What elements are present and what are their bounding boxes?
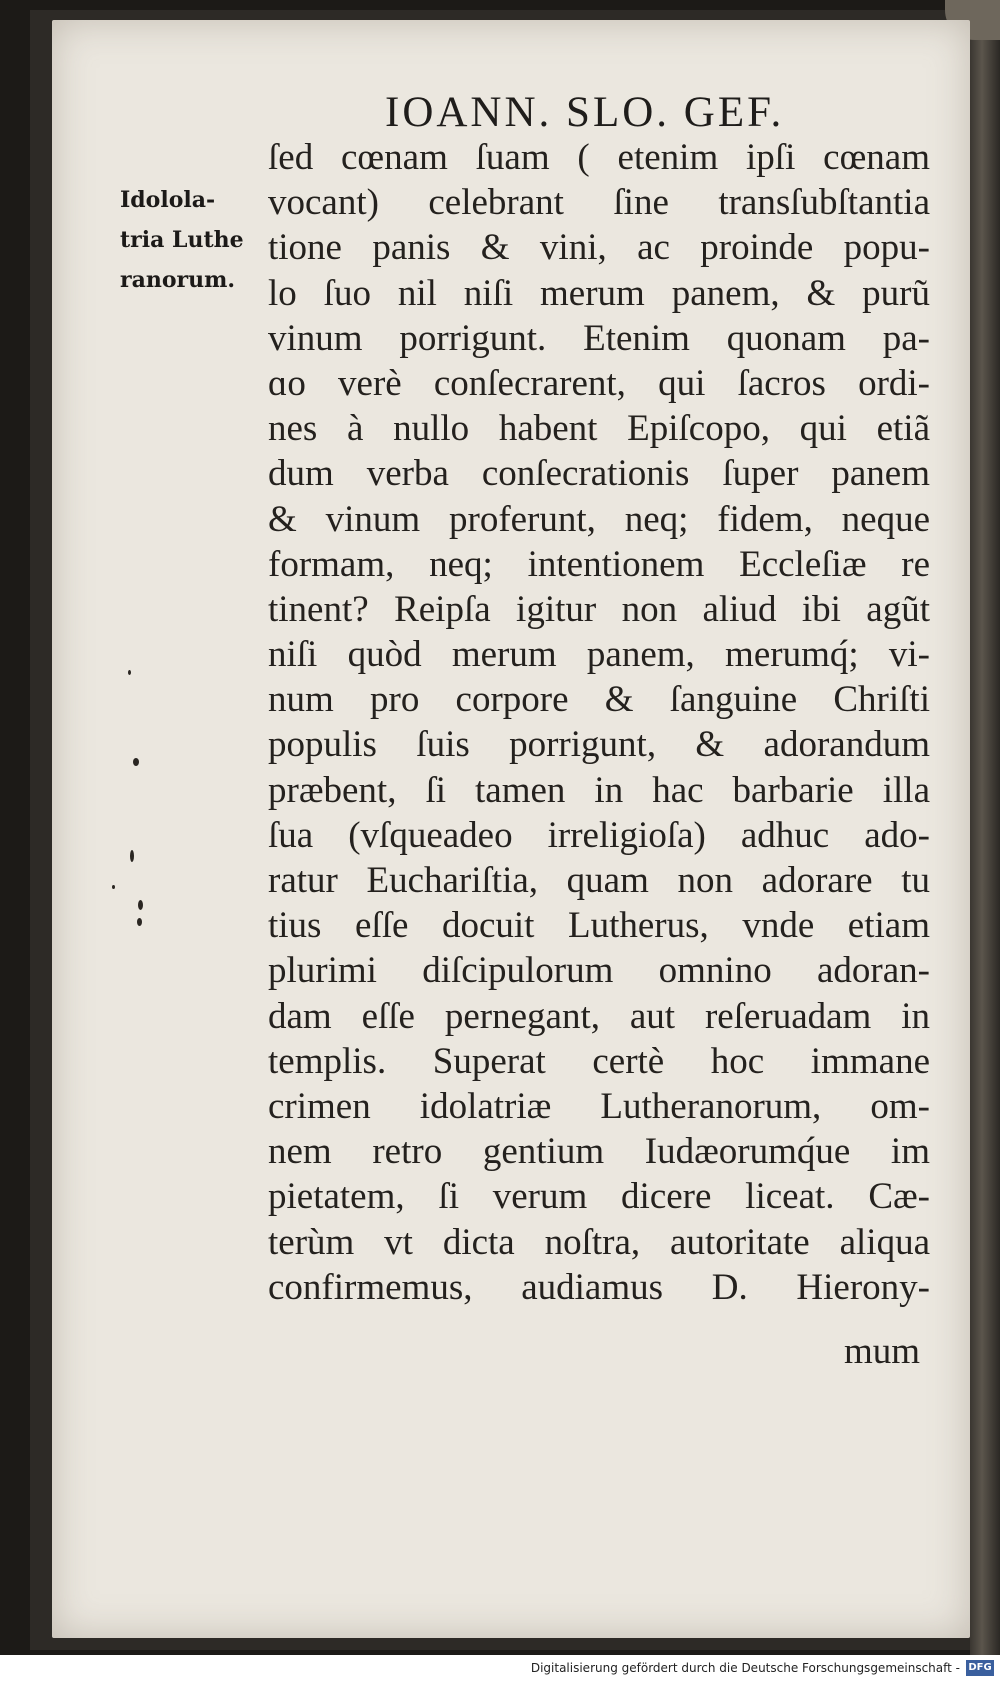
ink-speck bbox=[133, 758, 139, 766]
text-line: lo ſuo nil niſi merum panem, & purũ bbox=[268, 272, 930, 314]
text-line: formam, neq; intentionem Eccleſiæ re bbox=[268, 543, 930, 585]
body-text bbox=[268, 135, 930, 1310]
marginal-note-line: tria Luthe bbox=[120, 227, 244, 253]
text-line: pietatem, ſi verum dicere liceat. Cæ- bbox=[268, 1176, 930, 1218]
ink-speck bbox=[128, 670, 131, 675]
text-line: nes à nullo habent Epiſcopo, qui etiã bbox=[268, 408, 930, 450]
marginal-note-line: Idolola- bbox=[120, 187, 216, 213]
text-line: præbent, ſi tamen in hac barbarie illa bbox=[268, 769, 930, 811]
text-line: ratur Euchariſtia, quam non adorare tu bbox=[268, 860, 930, 901]
text-line: populis ſuis porrigunt, & adorandum bbox=[268, 724, 930, 766]
text-line: ſed cœnam ſuam ( etenim ipſi cœnam bbox=[268, 137, 930, 178]
marginal-note bbox=[120, 180, 280, 300]
marginal-note-line: ranorum. bbox=[120, 267, 236, 293]
text-line: tinent? Reipſa igitur non aliud ibi agũt bbox=[268, 588, 930, 630]
footer-credit: Digitalisierung gefördert durch die Deutsche Forschungsgemeinschaft - bbox=[530, 1661, 960, 1675]
text-line: num pro corpore & ſanguine Chriſti bbox=[268, 679, 930, 721]
book-edge bbox=[970, 0, 1000, 1655]
ink-speck bbox=[112, 885, 115, 889]
text-line: vocant) celebrant ſine transſubſtantia bbox=[268, 182, 930, 224]
footer-bar bbox=[0, 1655, 1000, 1683]
running-head: IOANN. SLO. GEF. bbox=[385, 89, 785, 136]
text-line: dum verba conſecrationis ſuper panem bbox=[268, 453, 930, 495]
text-line: & vinum proferunt, neq; fidem, neque bbox=[268, 498, 930, 540]
text-line: vinum porrigunt. Etenim quonam pa- bbox=[268, 317, 930, 359]
ink-speck bbox=[130, 850, 134, 862]
ink-speck bbox=[138, 900, 143, 910]
text-line: tius eſſe docuit Lutherus, vnde etiam bbox=[268, 905, 930, 947]
text-line: crimen idolatriæ Lutheranorum, om- bbox=[268, 1085, 930, 1127]
text-line: confirmemus, audiamus D. Hierony- bbox=[268, 1266, 930, 1308]
text-line: ɑo verè conſecrarent, qui ſacros ordi- bbox=[268, 362, 930, 404]
text-line: niſi quòd merum panem, merumq́; vi- bbox=[268, 634, 930, 676]
text-line: terùm vt dicta noſtra, autoritate aliqua bbox=[268, 1221, 930, 1263]
text-line: tione panis & vini, ac proinde popu- bbox=[268, 227, 930, 269]
text-line: ſua (vſqueadeo irreligioſa) adhuc ado- bbox=[268, 814, 930, 856]
catchword: mum bbox=[843, 1331, 920, 1372]
text-line: dam eſſe pernegant, aut reſeruadam in bbox=[268, 995, 930, 1037]
ink-speck bbox=[137, 918, 142, 926]
dfg-logo: DFG bbox=[966, 1660, 994, 1676]
text-line: plurimi diſcipulorum omnino adoran- bbox=[268, 950, 930, 992]
text-line: templis. Superat certè hoc immane bbox=[268, 1040, 930, 1082]
text-line: nem retro gentium Iudæorumq́ue im bbox=[268, 1131, 930, 1173]
